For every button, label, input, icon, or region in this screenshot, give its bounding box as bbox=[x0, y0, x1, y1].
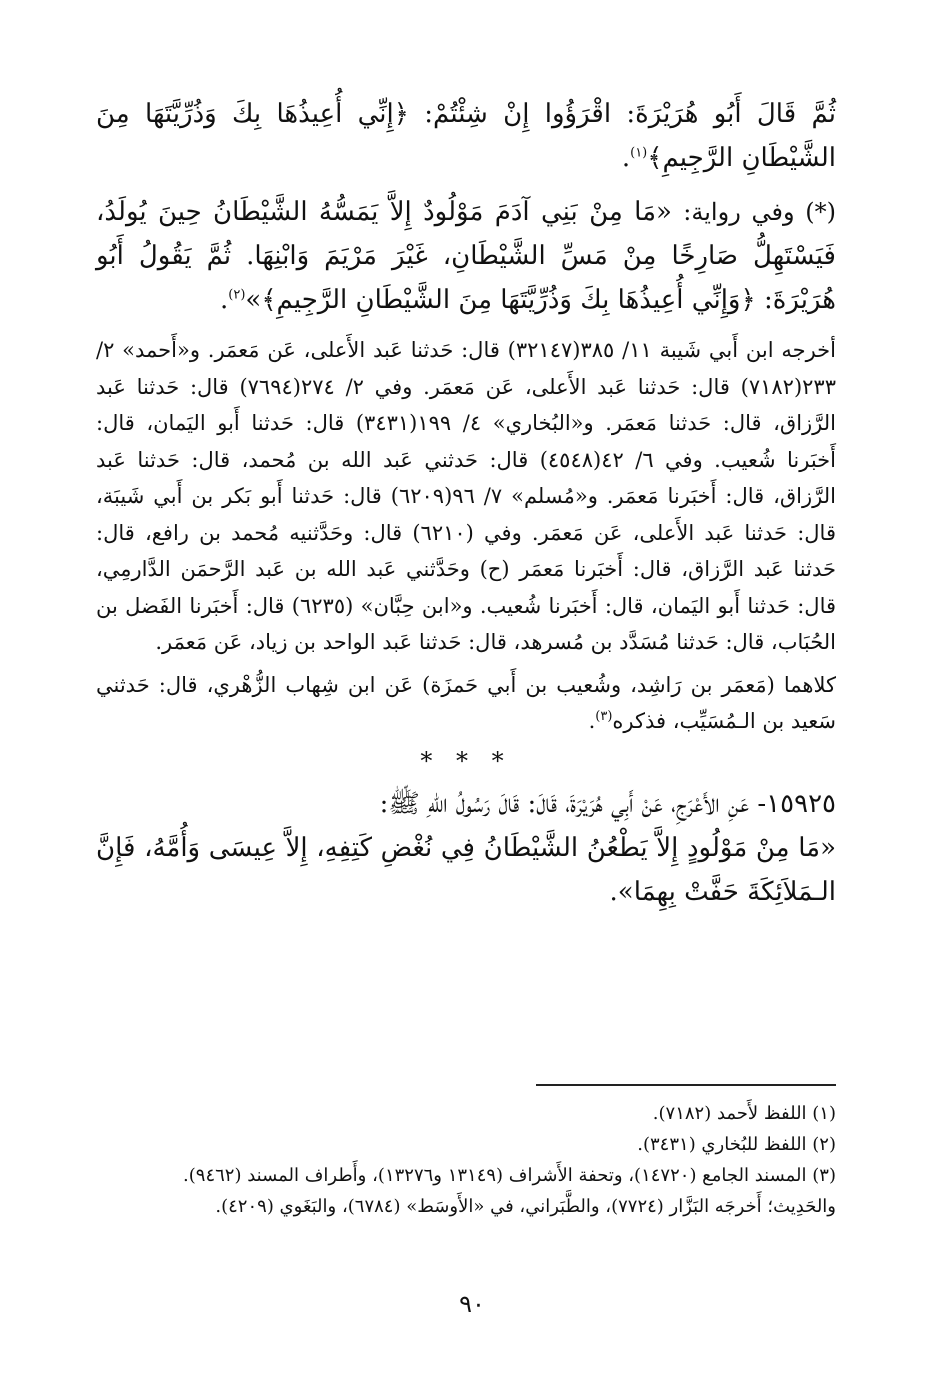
chain-text: كلاهما (مَعمَر بن رَاشِد، وشُعيب بن أَبي حَمزَة) عَن ابن شِهاب الزُّهْري، قال: حَدثني سَعيد بن الـمُسَيِّب، فذكره bbox=[96, 672, 836, 733]
paragraph-text: «مَا مِنْ بَنِي آدَمَ مَوْلُودٌ إِلاَّ يَمَسُّهُ الشَّيْطَانُ حِينَ يُولَدُ، فَيَسْتَهِلُّ صَارِخًا مِنْ مَسِّ الشَّيْطَانِ، غَيْرَ مَرْيَمَ وَابْنِهَا. ثُمَّ يَقُولُ أَبُو هُرَيْرَةَ: ﴿وَإِنِّي أُعِيذُهَا بِكَ وَذُرِّيَّتَهَا مِنَ الشَّيْطَانِ الرَّجِيمِ﴾» bbox=[96, 197, 836, 315]
paragraph-end: . bbox=[220, 285, 229, 315]
page-number: ٩٠ bbox=[459, 1290, 485, 1318]
footnote-ref: (٣) bbox=[595, 709, 613, 724]
takhrij-paragraph: أخرجه ابن أَبي شَيبة ١١/ ٣٨٥(٣٢١٤٧) قال: حَدثنا عَبد الأَعلى، عَن مَعمَر. و«أَحمد» ٢/ ٢٣٣(٧١٨٢) قال: حَدثنا عَبد الأَعلى، عَن مَعمَر. وفي ٢/ ٢٧٤(٧٦٩٤) قال: حَدثنا عَبد الرَّزاق، قال: حَدثنا مَعمَر. و«البُخاري» ٤/ ١٩٩(٣٤٣١) قال: حَدثنا أَبو اليَمان، قال: أَخبَرنا شُعيب. وفي ٦/ ٤٢(٤٥٤٨) قال: حَدثني عَبد الله بن مُحمد، قال: حَدثنا عَبد الرَّزاق، قال: أَخبَرنا مَعمَر. و«مُسلم» ٧/ ٩٦(٦٢٠٩) قال: حَدثنا أَبو بَكر بن أَبي شَيبَة، قال: حَدثنا عَبد الأَعلى، عَن مَعمَر. وفي (٦٢١٠) قال: وحَدَّثنيه مُحمد بن رافع، قال: حَدثنا عَبد الرَّزاق، قال: أَخبَرنا مَعمَر (ح) وحَدَّثني عَبد الله بن عَبد الرَّحمَن الدَّارمِي، قال: حَدثنا أَبو اليَمان، قال: أَخبَرنا شُعيب. و«ابن حِبَّان» (٦٢٣٥) قال: أَخبَرنا الفَضل بن الحُبَاب، قال: حَدثنا مُسَدَّد بن مُسرهد، قال: حَدثنا عَبد الواحد بن زياد، عَن مَعمَر. bbox=[96, 338, 837, 654]
paragraph-alternate-narration bbox=[96, 190, 836, 322]
footnote-ref: (١) bbox=[630, 145, 648, 161]
main-text bbox=[96, 92, 836, 914]
hadith-number-line: ١٥٩٢٥- عَنِ الأَعْرَجِ، عَنْ أَبِي هُرَيْرَةَ، قَالَ: قَالَ رَسُولُ اللهِ ﷺ: bbox=[379, 788, 836, 819]
chain-paragraph bbox=[96, 667, 836, 740]
hadith-text: «مَا مِنْ مَوْلُودٍ إِلاَّ يَطْعُنُ الشَّيْطَانُ فِي نُغْضِ كَتِفِهِ، إِلاَّ عِيسَى وَأُمَّهُ، فَإِنَّ الـمَلاَئِكَةَ حَفَّتْ بِهِمَا». bbox=[96, 832, 836, 907]
footnote-ref: (٢) bbox=[228, 287, 246, 303]
narration-intro: (*) وفي رواية: bbox=[683, 198, 837, 226]
footnote-divider bbox=[536, 1084, 836, 1086]
footnote-1: (١) اللفظ لأَحمد (٧١٨٢). bbox=[652, 1103, 836, 1124]
footnote-3-continued: والحَدِيث؛ أَخرجَه البَزَّار (٧٧٢٤)، والطَّبَراني، في «الأَوسَط» (٦٧٨٤)، والبَغَوي (٤٢٠٩). bbox=[215, 1196, 836, 1217]
chain-end: . bbox=[588, 709, 596, 733]
section-separator: * * * bbox=[420, 746, 512, 775]
paragraph-text: ثُمَّ قَالَ أَبُو هُرَيْرَةَ: اقْرَؤُوا إِنْ شِئْتُمْ: ﴿إِنِّي أُعِيذُهَا بِكَ وَذُرِّيَّتَهَا مِنَ الشَّيْطَانِ الرَّجِيمِ﴾ bbox=[96, 99, 836, 173]
paragraph-quran-recitation bbox=[96, 92, 836, 180]
footnote-2: (٢) اللفظ للبُخاري (٣٤٣١). bbox=[637, 1134, 836, 1155]
footnote-3: (٣) المسند الجامع (١٤٧٢٠)، وتحفة الأَشراف (١٣١٤٩ و١٣٢٧٦)، وأَطراف المسند (٩٤٦٢). bbox=[183, 1165, 836, 1186]
footnotes bbox=[96, 1098, 836, 1222]
paragraph-end: . bbox=[621, 143, 631, 173]
